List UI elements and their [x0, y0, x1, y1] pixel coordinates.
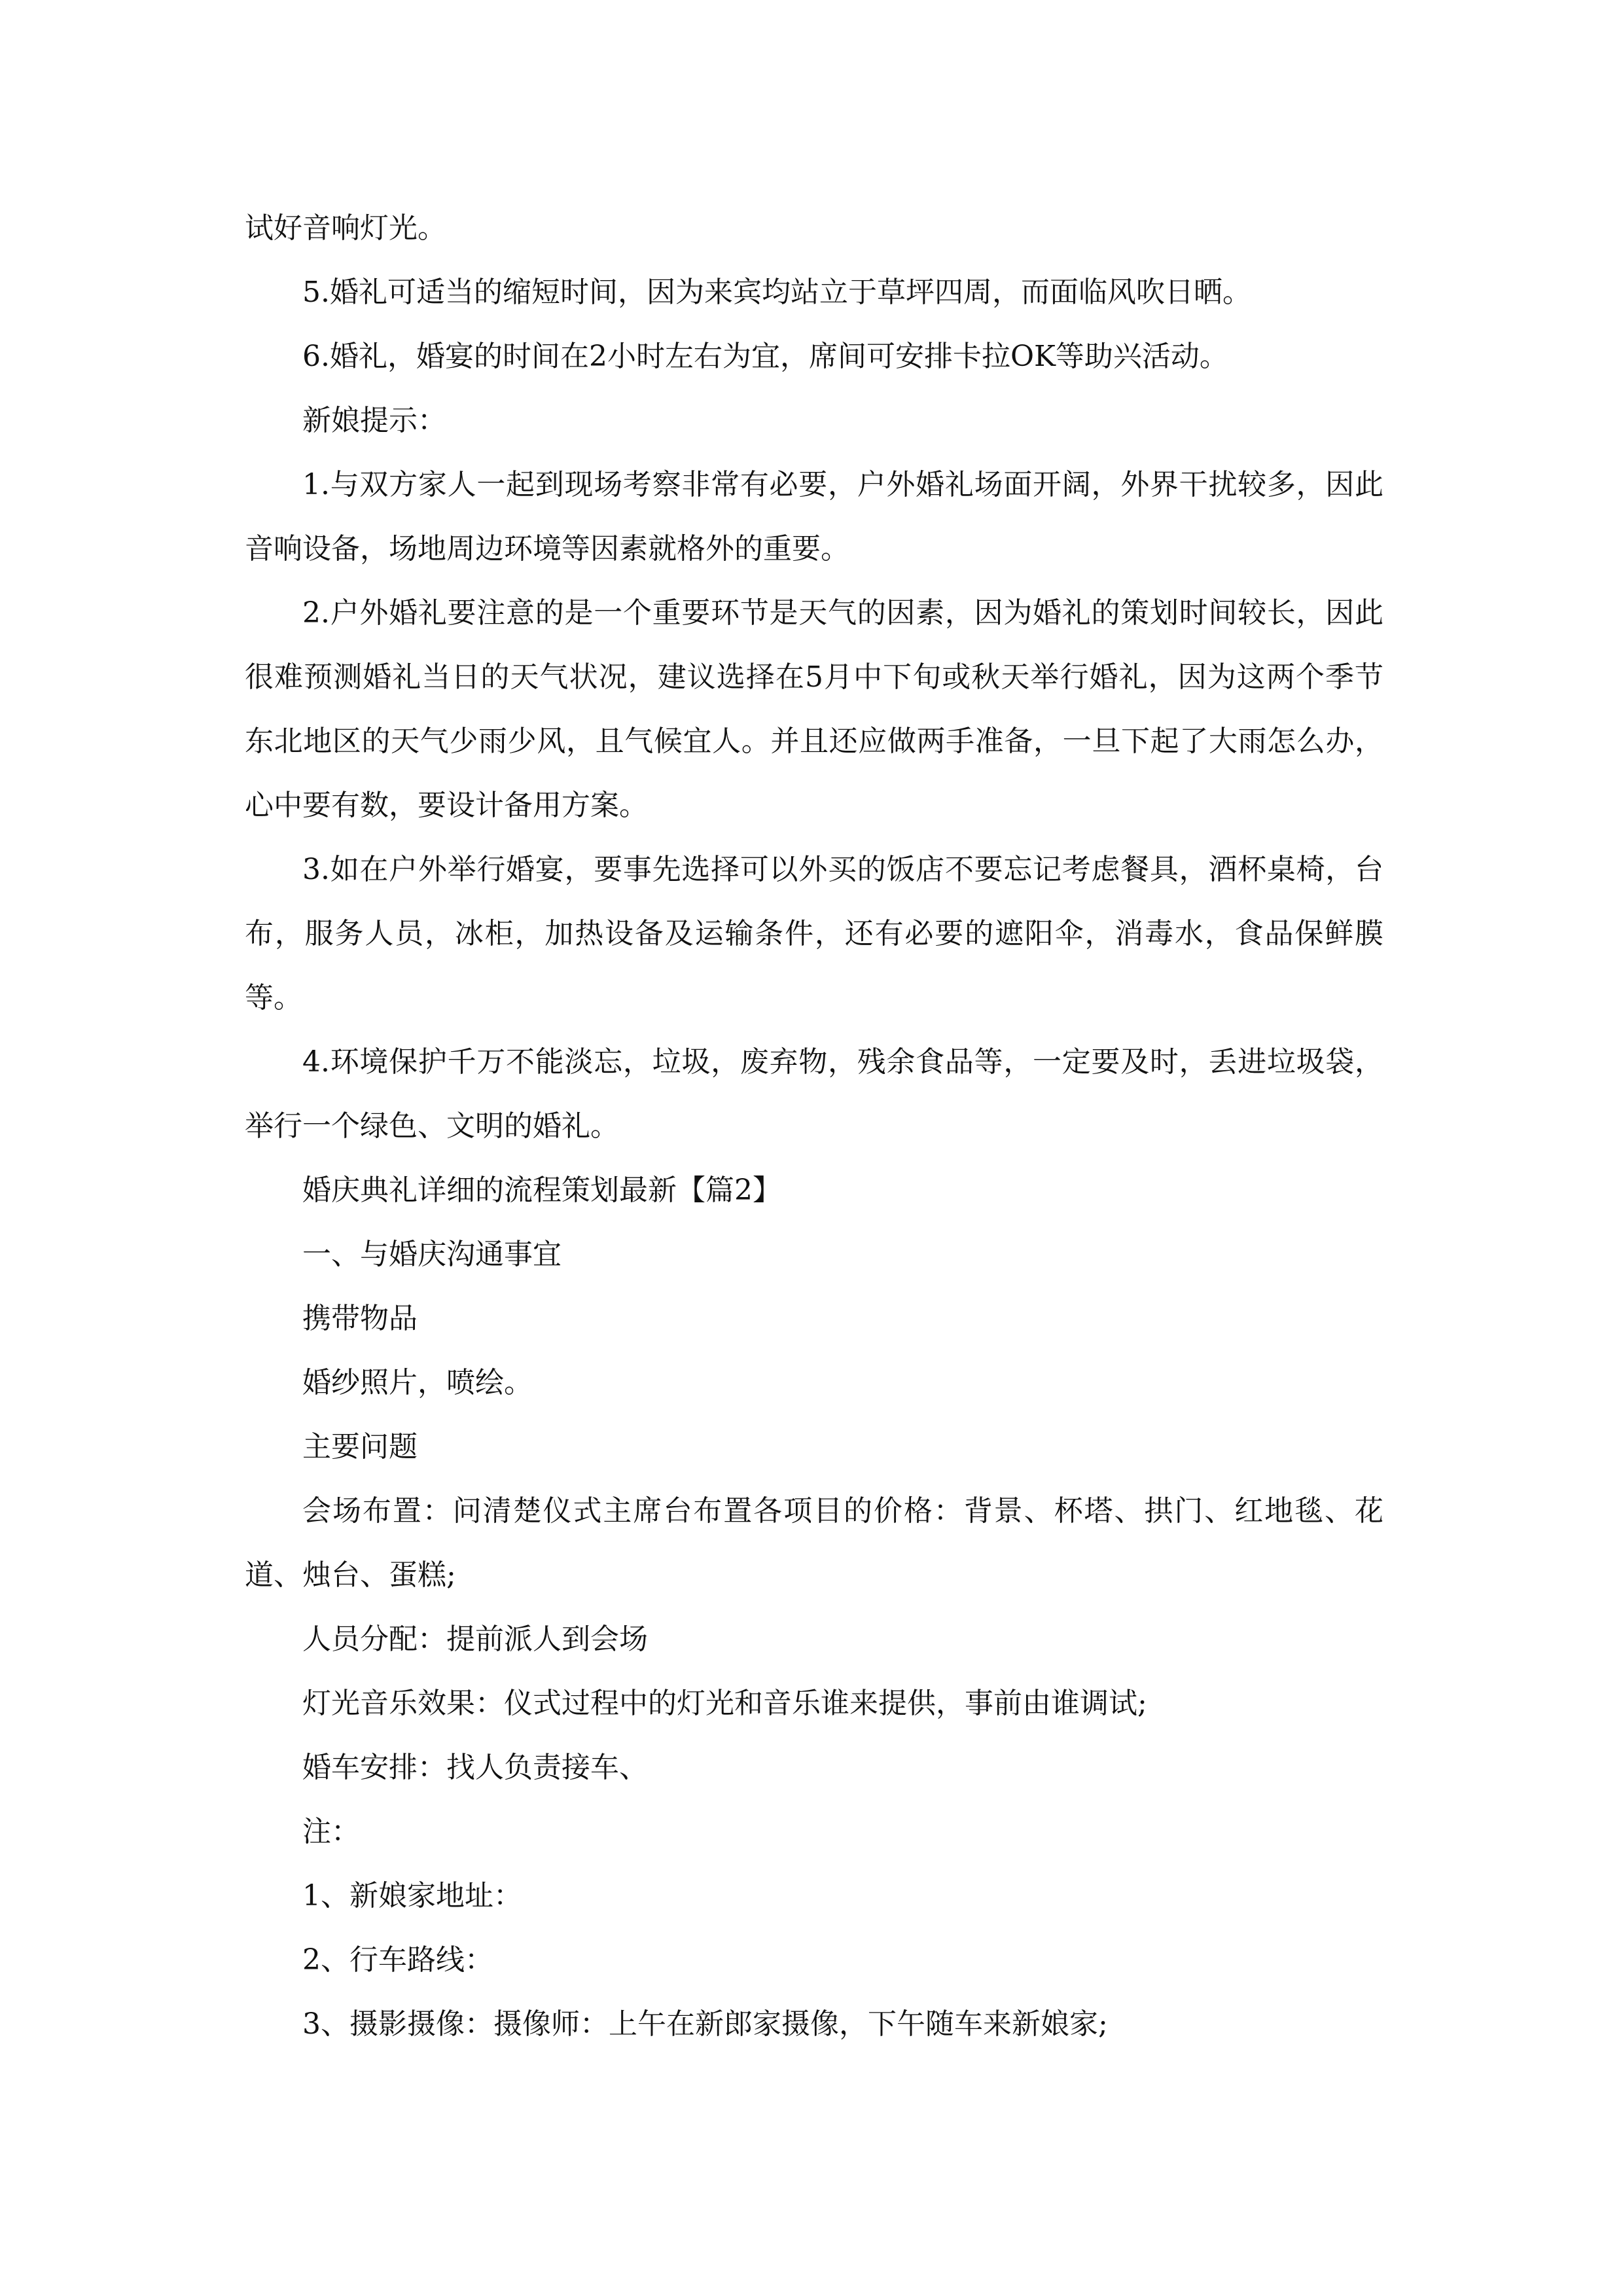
paragraph-17: 婚车安排：找人负责接车、: [302, 1751, 648, 1784]
paragraph-3: 6.婚礼，婚宴的时间在2小时左右为宜，席间可安排卡拉OK等助兴活动。: [302, 340, 1228, 373]
paragraph-5: 1.与双方家人一起到现场考察非常有必要，户外婚礼场面开阔，外界干扰较多，因此音响设备，场地周边环境等因素就格外的重要。: [245, 468, 1383, 565]
paragraph-4: 新娘提示：: [302, 404, 446, 437]
paragraph-12: 婚纱照片，喷绘。: [302, 1366, 533, 1399]
paragraph-18: 注：: [302, 1815, 360, 1848]
paragraph-10: 一、与婚庆沟通事宜: [302, 1238, 562, 1271]
paragraph-21: 3、摄影摄像：摄像师：上午在新郎家摄像，下午随车来新娘家;: [302, 2007, 1108, 2041]
paragraph-8: 4.环境保护千万不能淡忘，垃圾，废弃物，残余食品等，一定要及时，丢进垃圾袋，举行一个绿色、文明的婚礼。: [245, 1045, 1383, 1143]
paragraph-11: 携带物品: [302, 1302, 418, 1335]
document-body: [245, 196, 1383, 2056]
section-heading: 婚庆典礼详细的流程策划最新【篇2】: [302, 1174, 781, 1207]
paragraph-6: 2.户外婚礼要注意的是一个重要环节是天气的因素，因为婚礼的策划时间较长，因此很难预测婚礼当日的天气状况，建议选择在5月中下旬或秋天举行婚礼，因为这两个季节东北地区的天气少雨少风，且气候宜人。并且还应做两手准备，一旦下起了大雨怎么办，心中要有数，要设计备用方案。: [245, 596, 1383, 822]
paragraph-2: 5.婚礼可适当的缩短时间，因为来宾均站立于草坪四周，而面临风吹日晒。: [302, 276, 1251, 309]
paragraph-13: 主要问题: [302, 1430, 418, 1463]
paragraph-14: 会场布置：问清楚仪式主席台布置各项目的价格：背景、杯塔、拱门、红地毯、花道、烛台、蛋糕;: [245, 1494, 1383, 1592]
paragraph-15: 人员分配：提前派人到会场: [302, 1623, 648, 1656]
paragraph-19: 1、新娘家地址：: [302, 1879, 522, 1912]
paragraph-7: 3.如在户外举行婚宴，要事先选择可以外买的饭店不要忘记考虑餐具，酒杯桌椅，台布，服务人员，冰柜，加热设备及运输条件，还有必要的遮阳伞，消毒水，食品保鲜膜等。: [245, 853, 1383, 1014]
paragraph-16: 灯光音乐效果：仪式过程中的灯光和音乐谁来提供，事前由谁调试;: [302, 1687, 1147, 1720]
paragraph-1: 试好音响灯光。: [245, 211, 446, 245]
paragraph-20: 2、行车路线：: [302, 1943, 493, 1977]
